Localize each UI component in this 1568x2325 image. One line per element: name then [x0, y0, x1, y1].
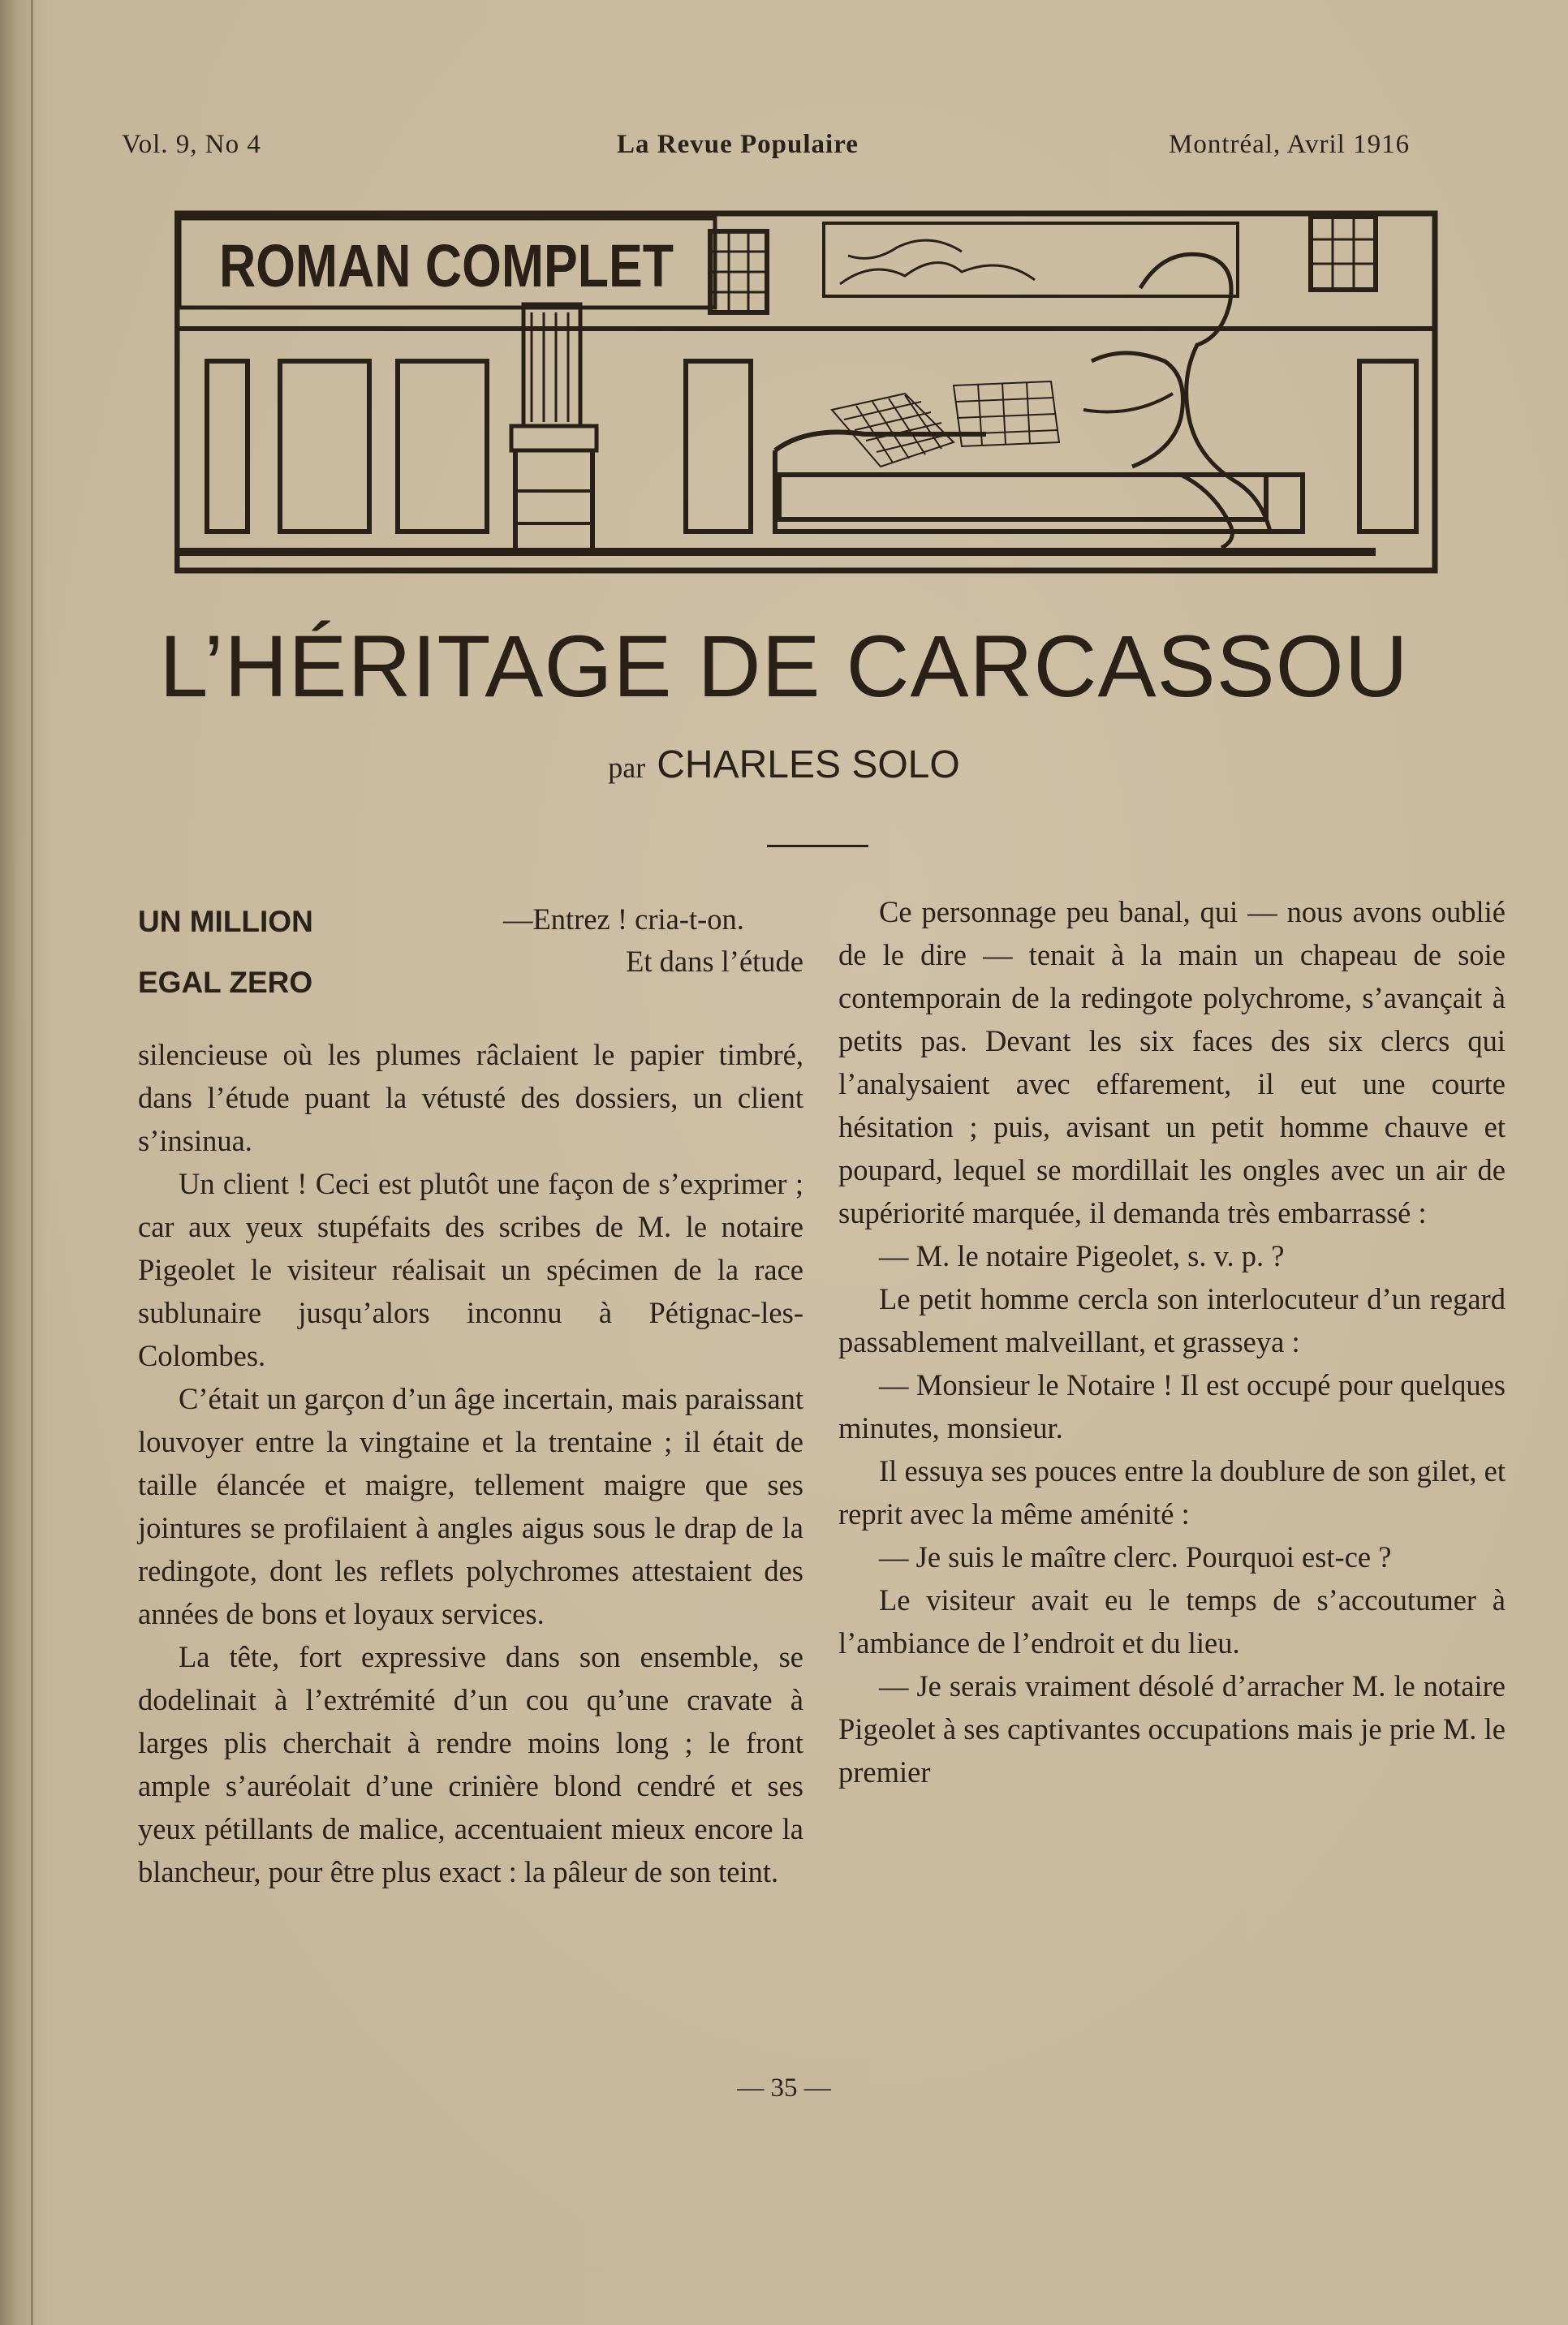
paragraph: — M. le notaire Pigeolet, s. v. p. ? [879, 1239, 1285, 1272]
subhead-line-1: UN MILLION [138, 905, 313, 938]
paragraph: Il essuya ses pouces entre la doublure de son gilet, et reprit avec la même aménité : [838, 1454, 1506, 1531]
place-date: Montréal, Avril 1916 [1169, 130, 1411, 159]
paragraph: — Je serais vraiment désolé d’arracher M. le notaire Pigeolet à ses captivantes occupations mais je prie M. le premier [838, 1669, 1506, 1789]
header-illustration [174, 207, 1441, 576]
paragraph: Le petit homme cercla son interlocuteur d’un regard passablement malveillant, et grasseya : [838, 1282, 1506, 1358]
paragraph: Le visiteur avait eu le temps de s’accoutumer à l’ambiance de l’endroit et du lieu. [838, 1583, 1506, 1660]
byline [0, 743, 1568, 787]
binding-edge [31, 0, 33, 2325]
paragraph: C’était un garçon d’un âge incertain, mais paraissant louvoyer entre la vingtaine et la trentaine ; il était de taille élancée et maigre, tellement maigre que ses jointures se profilaient à angles aigus sous le drap de la redingote, dont les reflets polychromes attestaient des années de bons et loyaux services. [138, 1382, 803, 1630]
story-title: L’HÉRITAGE DE CARCASSOU [159, 617, 1409, 715]
title-rule [767, 845, 868, 847]
page-number: — 35 — [737, 2073, 831, 2103]
magazine-name: La Revue Populaire [617, 130, 859, 159]
roman-complet-label: ROMAN COMPLET [219, 232, 674, 299]
paragraph: silencieuse où les plumes râclaient le papier timbré, dans l’étude puant la vétusté des dossiers, un client s’insinua. [138, 1038, 803, 1157]
paragraph: Ce personnage peu banal, qui — nous avons oublié de le dire — tenait à la main un chapeau de soie contemporain de la redingote polychrome, s’avançait à petits pas. Devant les six faces des six clercs qui l’analysaient avec effarement, il eut une courte hésitation ; puis, avisant un petit homme chauve et poupard, lequel se mordillait les ongles avec un air de supériorité marquée, il demanda très embarrassé : [838, 895, 1506, 1229]
paragraph: — Je suis le maître clerc. Pourquoi est-ce ? [879, 1540, 1392, 1574]
volume-number: Vol. 9, No 4 [122, 130, 261, 159]
right-column [838, 890, 1506, 1793]
paragraph: Un client ! Ceci est plutôt une façon de s’exprimer ; car aux yeux stupéfaits des scribes de M. le notaire Pigeolet le visiteur réalisait un spécimen de la race sublunaire jusqu’alors inconnu à Pétignac-les-Colombes. [138, 1167, 803, 1372]
paragraph: La tête, fort expressive dans son ensemble, se dodelinait à l’extrémité d’un cou qu’une cravate à larges plis cherchait à rendre moins long ; le front ample s’auréolait d’une crinière blond cendré et ses yeux pétillants de malice, accentuaient mieux encore la blancheur, pour être plus exact : la pâleur de son teint. [138, 1640, 803, 1888]
opening-line-2: Et dans l’étude [626, 945, 803, 978]
author-name: CHARLES SOLO [657, 743, 960, 786]
subhead-line-2: EGAL ZERO [138, 966, 313, 999]
left-column [138, 954, 803, 1893]
opening-line-1: —Entrez ! cria-t-on. [503, 902, 744, 936]
paragraph: — Monsieur le Notaire ! Il est occupé pour quelques minutes, monsieur. [838, 1368, 1506, 1445]
byline-par: par [608, 751, 646, 784]
